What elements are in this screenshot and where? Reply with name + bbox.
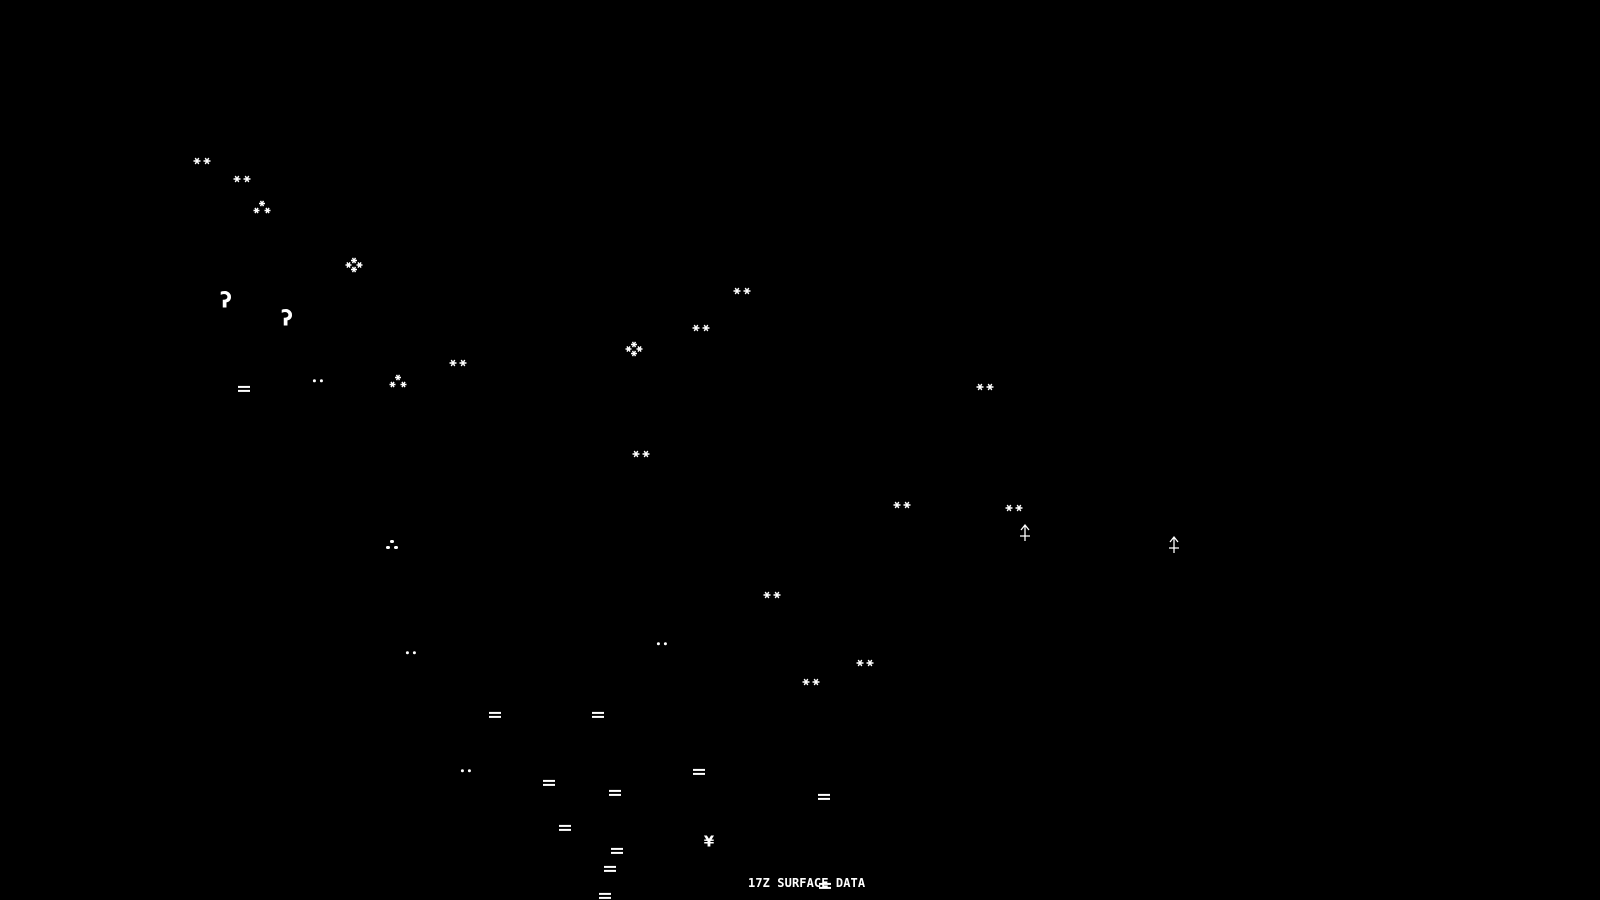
- symbol-drizzle: [461, 769, 471, 772]
- symbol-fog: [604, 866, 616, 872]
- symbol-snow-light: [801, 676, 821, 688]
- symbol-blowing-snow-arrow: [1017, 523, 1033, 543]
- symbol-drizzle: [657, 642, 667, 645]
- symbol-snow-light: [762, 589, 782, 601]
- map-title-label: 17Z SURFACE DATA: [748, 876, 866, 890]
- symbol-fog: [599, 893, 611, 899]
- symbol-dots-triangle: [386, 540, 398, 550]
- symbol-fog: [543, 780, 555, 786]
- symbol-snow-heavy: [624, 340, 644, 358]
- symbol-question: ʔ: [219, 288, 233, 313]
- symbol-drifting-snow: ¥: [703, 832, 715, 851]
- symbol-question: ʔ: [280, 306, 294, 331]
- symbol-fog: [559, 825, 571, 831]
- symbol-snow-moderate: [388, 373, 408, 389]
- symbol-fog: [818, 794, 830, 800]
- symbol-snow-light: [192, 155, 212, 167]
- symbol-fog: [611, 848, 623, 854]
- symbol-drizzle: [406, 651, 416, 654]
- symbol-snow-light: [631, 448, 651, 460]
- symbol-fog: [592, 712, 604, 718]
- symbol-snow-light: [975, 381, 995, 393]
- symbol-snow-light: [232, 173, 252, 185]
- symbol-drizzle: [313, 379, 323, 382]
- symbol-snow-heavy: [344, 256, 364, 274]
- symbol-fog: [693, 769, 705, 775]
- symbol-snow-light: [448, 357, 468, 369]
- symbol-snow-light: [732, 285, 752, 297]
- symbol-snow-light: [691, 322, 711, 334]
- symbol-snow-moderate: [252, 199, 272, 215]
- symbol-blowing-snow-arrow: [1166, 535, 1182, 555]
- symbol-snow-light: [1004, 502, 1024, 514]
- symbol-fog: [609, 790, 621, 796]
- symbol-snow-light: [855, 657, 875, 669]
- symbol-fog: [489, 712, 501, 718]
- symbol-snow-light: [892, 499, 912, 511]
- symbol-fog: [238, 386, 250, 392]
